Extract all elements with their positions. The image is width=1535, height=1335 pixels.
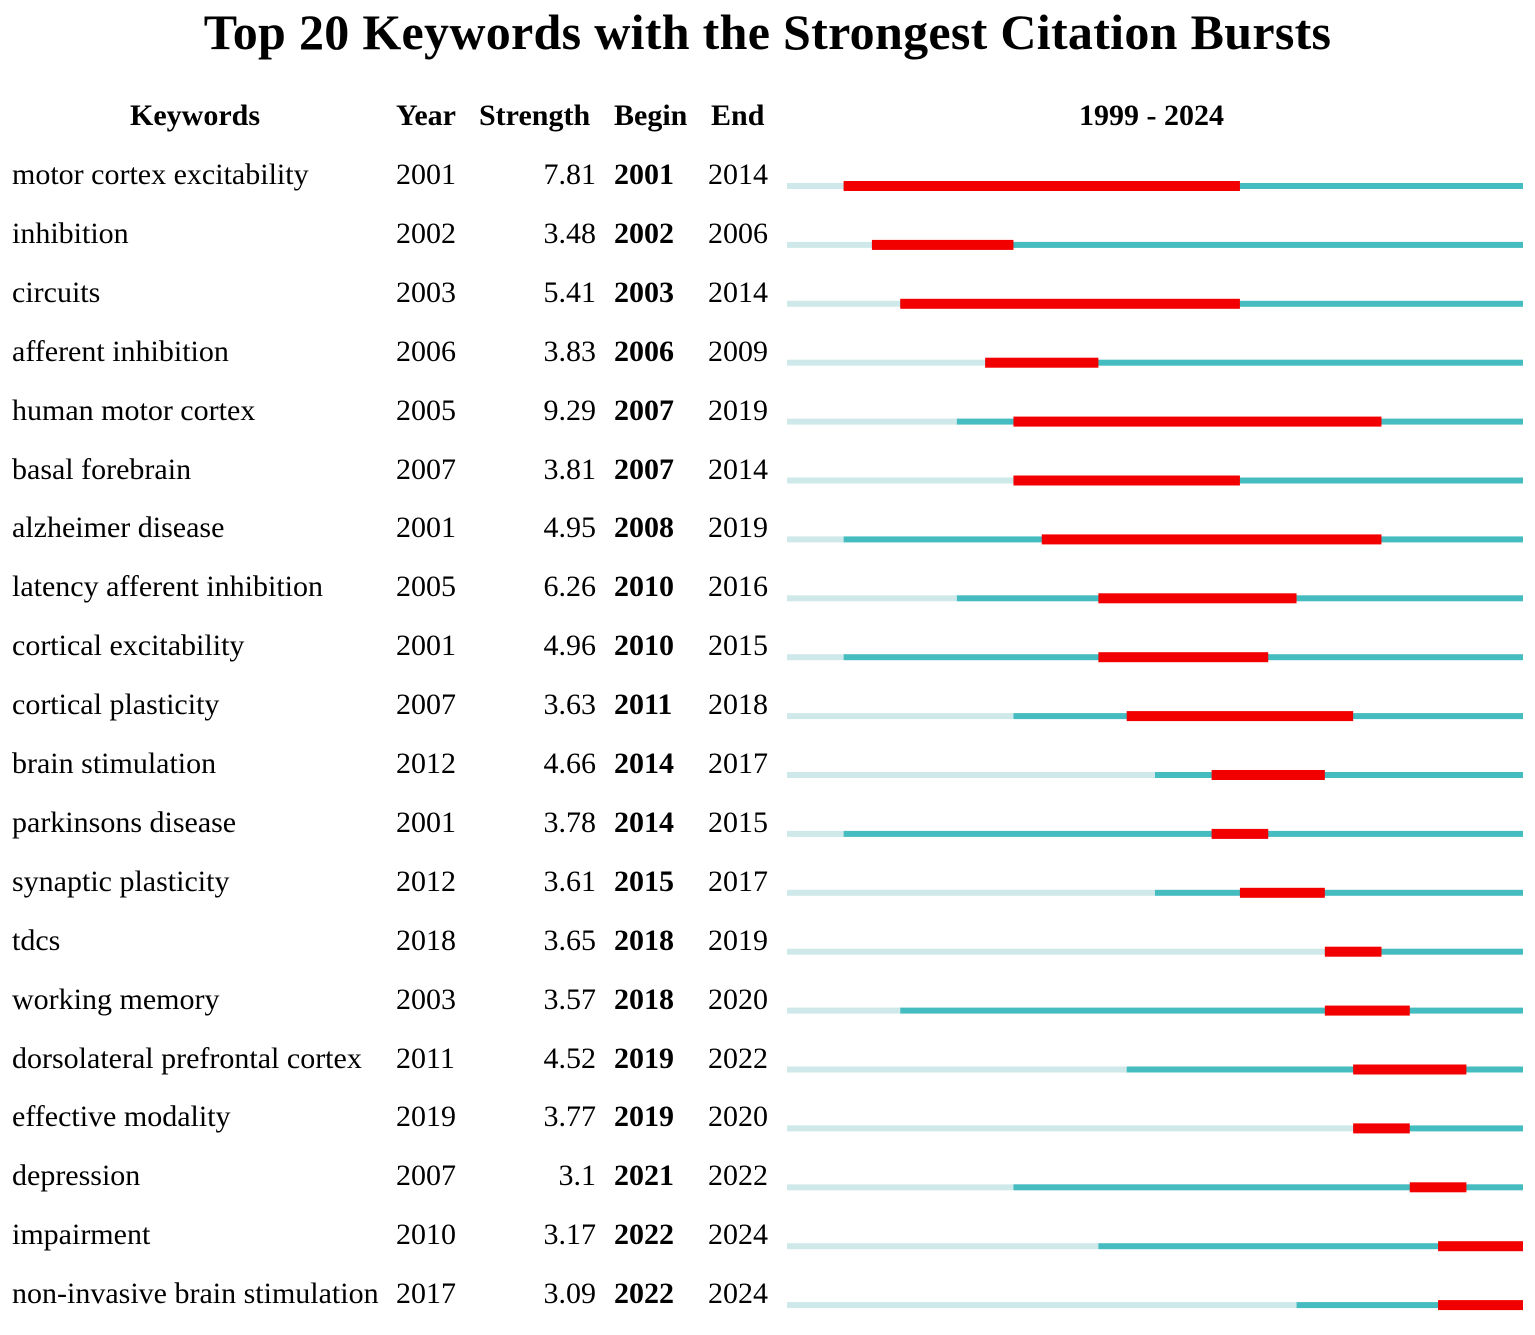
keyword: synaptic plasticity bbox=[12, 864, 230, 898]
begin: 2014 bbox=[614, 805, 674, 839]
timeline-inactive-segment bbox=[787, 1008, 900, 1014]
keyword: latency afferent inhibition bbox=[12, 570, 324, 604]
year: 2006 bbox=[396, 334, 456, 368]
header-year: Year bbox=[396, 99, 456, 132]
end: 2019 bbox=[708, 511, 768, 545]
begin: 2022 bbox=[614, 1218, 674, 1252]
timeline-inactive-segment bbox=[787, 1302, 1297, 1308]
burst-bar bbox=[844, 181, 1240, 191]
year: 2005 bbox=[396, 570, 456, 604]
burst-bar bbox=[900, 299, 1240, 309]
strength: 3.65 bbox=[543, 923, 596, 957]
begin: 2001 bbox=[614, 158, 674, 191]
begin: 2022 bbox=[614, 1277, 674, 1311]
strength: 3.78 bbox=[543, 805, 596, 839]
begin: 2015 bbox=[614, 864, 674, 898]
keyword: circuits bbox=[12, 275, 101, 309]
strength: 3.17 bbox=[543, 1218, 596, 1252]
timeline-inactive-segment bbox=[787, 419, 957, 425]
begin: 2018 bbox=[614, 923, 674, 957]
burst-bar bbox=[1042, 534, 1382, 544]
year: 2001 bbox=[396, 158, 456, 191]
year: 2010 bbox=[396, 1218, 456, 1252]
end: 2024 bbox=[708, 1218, 768, 1252]
timeline-inactive-segment bbox=[787, 536, 844, 542]
timeline-inactive-segment bbox=[787, 478, 1013, 484]
timeline-inactive-segment bbox=[787, 242, 872, 248]
begin: 2011 bbox=[614, 688, 673, 722]
timeline-inactive-segment bbox=[787, 890, 1155, 896]
year: 2007 bbox=[396, 1159, 456, 1193]
header-begin: Begin bbox=[614, 99, 688, 132]
end: 2019 bbox=[708, 393, 768, 427]
timeline-inactive-segment bbox=[787, 1243, 1098, 1249]
keyword: non-invasive brain stimulation bbox=[12, 1277, 379, 1311]
keyword: cortical excitability bbox=[12, 629, 245, 663]
burst-bar bbox=[1098, 593, 1296, 603]
keyword: dorsolateral prefrontal cortex bbox=[12, 1041, 362, 1075]
year: 2017 bbox=[396, 1277, 456, 1311]
end: 2022 bbox=[708, 1159, 768, 1193]
end: 2024 bbox=[708, 1277, 768, 1311]
burst-bar bbox=[872, 240, 1014, 250]
strength: 3.1 bbox=[558, 1159, 596, 1193]
end: 2017 bbox=[708, 864, 768, 898]
timeline-inactive-segment bbox=[787, 713, 1013, 719]
year: 2012 bbox=[396, 747, 456, 780]
timeline-inactive-segment bbox=[787, 654, 844, 660]
strength: 5.41 bbox=[543, 275, 596, 309]
timeline-active-segment bbox=[1155, 772, 1523, 778]
end: 2015 bbox=[708, 805, 768, 839]
end: 2015 bbox=[708, 629, 768, 663]
burst-bar bbox=[1098, 652, 1268, 662]
year: 2019 bbox=[396, 1100, 456, 1134]
keyword: brain stimulation bbox=[12, 747, 217, 780]
end: 2014 bbox=[708, 158, 768, 191]
end: 2014 bbox=[708, 452, 768, 486]
timeline-inactive-segment bbox=[787, 360, 985, 366]
end: 2014 bbox=[708, 275, 768, 309]
timeline-active-segment bbox=[1155, 890, 1523, 896]
strength: 3.83 bbox=[543, 334, 596, 368]
burst-bar bbox=[1325, 1006, 1410, 1016]
begin: 2014 bbox=[614, 747, 674, 780]
begin: 2019 bbox=[614, 1041, 674, 1075]
end: 2022 bbox=[708, 1041, 768, 1075]
end: 2019 bbox=[708, 923, 768, 957]
timeline-inactive-segment bbox=[787, 595, 957, 601]
keyword: cortical plasticity bbox=[12, 688, 220, 722]
end: 2009 bbox=[708, 334, 768, 368]
strength: 6.26 bbox=[543, 570, 596, 604]
begin: 2008 bbox=[614, 511, 674, 545]
timeline-inactive-segment bbox=[787, 1125, 1353, 1131]
year: 2007 bbox=[396, 452, 456, 486]
header-strength: Strength bbox=[479, 99, 591, 132]
begin: 2021 bbox=[614, 1159, 674, 1193]
year: 2012 bbox=[396, 864, 456, 898]
burst-bar bbox=[1212, 829, 1269, 839]
timeline-inactive-segment bbox=[787, 831, 844, 837]
year: 2007 bbox=[396, 688, 456, 722]
burst-bar bbox=[1438, 1241, 1523, 1251]
strength: 4.66 bbox=[543, 747, 596, 780]
keyword: alzheimer disease bbox=[12, 511, 225, 545]
timeline-active-segment bbox=[844, 831, 1523, 837]
strength: 3.63 bbox=[543, 688, 596, 722]
timeline-inactive-segment bbox=[787, 301, 900, 307]
keyword: working memory bbox=[12, 982, 220, 1016]
strength: 7.81 bbox=[543, 158, 596, 191]
keyword: afferent inhibition bbox=[12, 334, 229, 368]
header-end: End bbox=[711, 99, 765, 132]
end: 2016 bbox=[708, 570, 768, 604]
year: 2003 bbox=[396, 982, 456, 1016]
begin: 2007 bbox=[614, 452, 674, 486]
keyword: inhibition bbox=[12, 216, 129, 250]
burst-bar bbox=[1013, 476, 1239, 486]
keyword: tdcs bbox=[12, 923, 61, 957]
year: 2001 bbox=[396, 511, 456, 545]
begin: 2018 bbox=[614, 982, 674, 1016]
year: 2001 bbox=[396, 629, 456, 663]
strength: 3.77 bbox=[543, 1100, 596, 1134]
burst-bar bbox=[1353, 1065, 1466, 1075]
keyword: impairment bbox=[12, 1218, 151, 1252]
end: 2006 bbox=[708, 216, 768, 250]
strength: 4.52 bbox=[543, 1041, 596, 1075]
burst-bar bbox=[985, 358, 1098, 368]
year: 2018 bbox=[396, 923, 456, 957]
strength: 3.61 bbox=[543, 864, 596, 898]
burst-bar bbox=[1325, 947, 1382, 957]
begin: 2003 bbox=[614, 275, 674, 309]
strength: 3.48 bbox=[543, 216, 596, 250]
timeline-inactive-segment bbox=[787, 949, 1325, 955]
year: 2002 bbox=[396, 216, 456, 250]
strength: 4.95 bbox=[543, 511, 596, 545]
burst-bar bbox=[1013, 417, 1381, 427]
burst-bar bbox=[1240, 888, 1325, 898]
keyword: depression bbox=[12, 1159, 141, 1193]
burst-bar bbox=[1353, 1123, 1410, 1133]
year: 2001 bbox=[396, 805, 456, 839]
timeline-inactive-segment bbox=[787, 1067, 1127, 1073]
begin: 2010 bbox=[614, 629, 674, 663]
keyword: motor cortex excitability bbox=[12, 158, 309, 191]
end: 2020 bbox=[708, 982, 768, 1016]
burst-bar bbox=[1212, 770, 1325, 780]
begin: 2019 bbox=[614, 1100, 674, 1134]
timeline-active-segment bbox=[900, 1008, 1523, 1014]
keyword: human motor cortex bbox=[12, 393, 256, 427]
begin: 2006 bbox=[614, 334, 674, 368]
timeline-inactive-segment bbox=[787, 772, 1155, 778]
strength: 3.57 bbox=[543, 982, 596, 1016]
header-keywords: Keywords bbox=[130, 99, 260, 132]
begin: 2002 bbox=[614, 216, 674, 250]
end: 2020 bbox=[708, 1100, 768, 1134]
timeline-inactive-segment bbox=[787, 1184, 1013, 1190]
timeline-inactive-segment bbox=[787, 183, 844, 189]
end: 2017 bbox=[708, 747, 768, 780]
strength: 9.29 bbox=[543, 393, 596, 427]
keyword: parkinsons disease bbox=[12, 805, 237, 839]
year: 2005 bbox=[396, 393, 456, 427]
strength: 3.81 bbox=[543, 452, 596, 486]
header-timeline-range: 1999 - 2024 bbox=[1079, 99, 1224, 132]
begin: 2007 bbox=[614, 393, 674, 427]
strength: 4.96 bbox=[543, 629, 596, 663]
burst-bar bbox=[1410, 1182, 1467, 1192]
year: 2011 bbox=[396, 1041, 455, 1075]
burst-bar bbox=[1127, 711, 1353, 721]
burst-bar bbox=[1438, 1300, 1523, 1310]
chart-title: Top 20 Keywords with the Strongest Citation Bursts bbox=[203, 4, 1332, 60]
keyword: effective modality bbox=[12, 1100, 231, 1134]
strength: 3.09 bbox=[543, 1277, 596, 1311]
year: 2003 bbox=[396, 275, 456, 309]
begin: 2010 bbox=[614, 570, 674, 604]
end: 2018 bbox=[708, 688, 768, 722]
keyword: basal forebrain bbox=[12, 452, 192, 486]
